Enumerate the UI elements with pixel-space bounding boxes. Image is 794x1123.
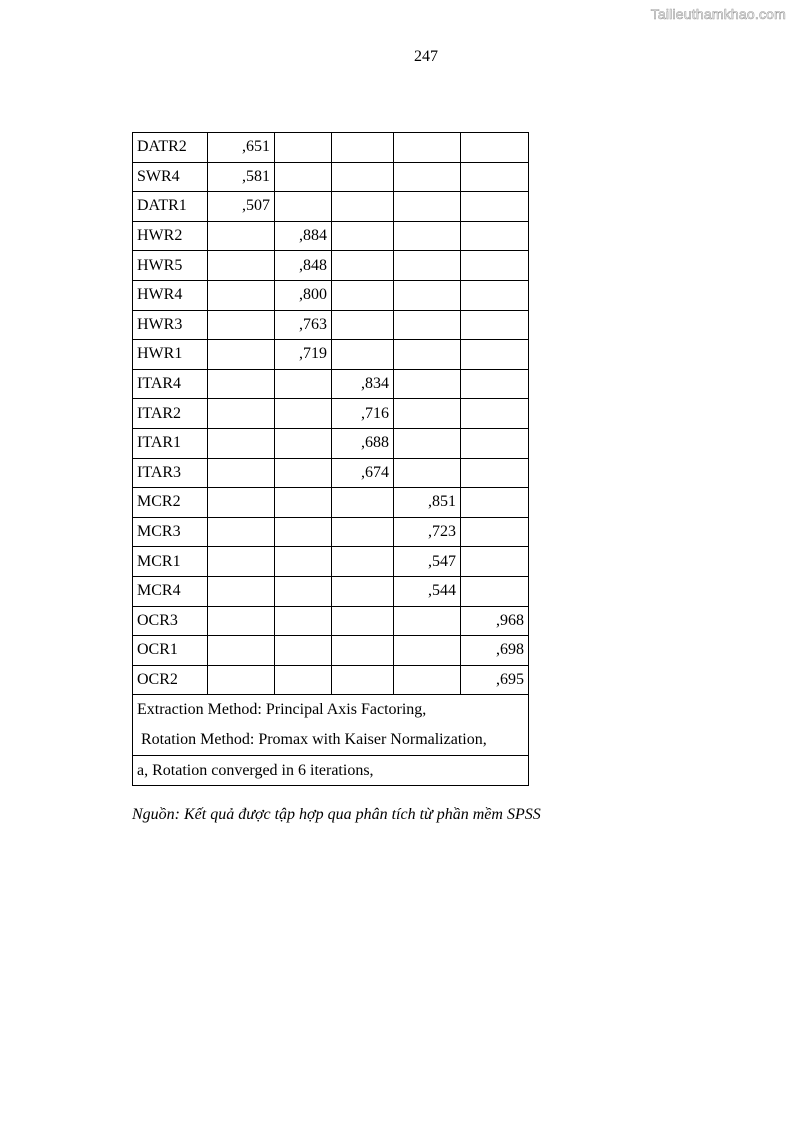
empty-cell [208,517,275,547]
table-row [133,458,529,488]
empty-cell [461,162,529,192]
empty-cell [461,133,529,163]
empty-cell [461,576,529,606]
variable-name-cell: HWR5 [133,251,208,281]
empty-cell [275,547,332,577]
empty-cell [275,192,332,222]
table-row [133,162,529,192]
loading-value-cell: ,674 [332,458,394,488]
empty-cell [332,251,394,281]
empty-cell [332,576,394,606]
note-row-methods [133,695,529,756]
variable-name-cell: MCR4 [133,576,208,606]
matrix-body [133,133,529,695]
variable-name-cell: HWR2 [133,221,208,251]
empty-cell [275,369,332,399]
table-row [133,192,529,222]
table-row [133,399,529,429]
empty-cell [275,636,332,666]
table-row [133,221,529,251]
empty-cell [332,221,394,251]
loading-value-cell: ,544 [394,576,461,606]
empty-cell [208,221,275,251]
loading-value-cell: ,884 [275,221,332,251]
variable-name-cell: DATR2 [133,133,208,163]
empty-cell [208,606,275,636]
empty-cell [394,133,461,163]
empty-cell [461,488,529,518]
loading-value-cell: ,723 [394,517,461,547]
empty-cell [208,310,275,340]
table-row [133,606,529,636]
empty-cell [275,162,332,192]
empty-cell [332,488,394,518]
empty-cell [332,636,394,666]
empty-cell [461,399,529,429]
loading-value-cell: ,834 [332,369,394,399]
empty-cell [394,251,461,281]
watermark-text: Tailieuthamkhao.com [650,6,786,22]
empty-cell [332,547,394,577]
table-row [133,517,529,547]
source-caption: Nguồn: Kết quả được tập hợp qua phân tích từ phần mềm SPSS [132,806,541,823]
empty-cell [332,310,394,340]
variable-name-cell: ITAR2 [133,399,208,429]
table-row [133,576,529,606]
loading-value-cell: ,719 [275,340,332,370]
loading-value-cell: ,848 [275,251,332,281]
empty-cell [208,665,275,695]
empty-cell [208,399,275,429]
empty-cell [461,192,529,222]
empty-cell [394,280,461,310]
empty-cell [332,665,394,695]
rotation-method-note: Rotation Method: Promax with Kaiser Normalization, [141,731,487,749]
note-row-converged [133,756,529,786]
empty-cell [461,310,529,340]
empty-cell [275,488,332,518]
loading-value-cell: ,851 [394,488,461,518]
variable-name-cell: MCR2 [133,488,208,518]
variable-name-cell: SWR4 [133,162,208,192]
empty-cell [332,192,394,222]
variable-name-cell: ITAR4 [133,369,208,399]
empty-cell [332,162,394,192]
empty-cell [208,340,275,370]
loading-value-cell: ,968 [461,606,529,636]
variable-name-cell: HWR3 [133,310,208,340]
empty-cell [208,576,275,606]
table-row [133,251,529,281]
table-row [133,280,529,310]
loading-value-cell: ,688 [332,428,394,458]
empty-cell [275,665,332,695]
empty-cell [394,665,461,695]
empty-cell [332,133,394,163]
empty-cell [275,576,332,606]
empty-cell [208,369,275,399]
empty-cell [461,428,529,458]
empty-cell [275,458,332,488]
table-row [133,488,529,518]
empty-cell [461,458,529,488]
variable-name-cell: OCR3 [133,606,208,636]
methods-note-cell [133,695,529,756]
empty-cell [208,428,275,458]
empty-cell [208,547,275,577]
variable-name-cell: DATR1 [133,192,208,222]
variable-name-cell: HWR1 [133,340,208,370]
empty-cell [332,517,394,547]
table-row [133,665,529,695]
extraction-method-note: Extraction Method: Principal Axis Factoring, [137,701,427,719]
variable-name-cell: OCR1 [133,636,208,666]
empty-cell [394,162,461,192]
loading-value-cell: ,716 [332,399,394,429]
empty-cell [208,458,275,488]
empty-cell [394,399,461,429]
empty-cell [208,488,275,518]
empty-cell [208,280,275,310]
empty-cell [275,399,332,429]
loading-value-cell: ,651 [208,133,275,163]
empty-cell [461,280,529,310]
empty-cell [461,251,529,281]
matrix-notes [133,695,529,786]
empty-cell [275,606,332,636]
pattern-matrix-table [132,132,529,786]
empty-cell [461,340,529,370]
table-row [133,636,529,666]
page-number: 247 [414,48,438,65]
loading-value-cell: ,695 [461,665,529,695]
empty-cell [208,251,275,281]
empty-cell [394,340,461,370]
table-row [133,369,529,399]
empty-cell [332,280,394,310]
converged-note-cell: a, Rotation converged in 6 iterations, [133,756,529,786]
variable-name-cell: HWR4 [133,280,208,310]
empty-cell [394,458,461,488]
empty-cell [394,310,461,340]
empty-cell [394,221,461,251]
variable-name-cell: OCR2 [133,665,208,695]
loading-value-cell: ,800 [275,280,332,310]
loading-value-cell: ,507 [208,192,275,222]
empty-cell [275,133,332,163]
variable-name-cell: ITAR3 [133,458,208,488]
empty-cell [208,636,275,666]
variable-name-cell: ITAR1 [133,428,208,458]
table-row [133,428,529,458]
empty-cell [394,606,461,636]
table-row [133,340,529,370]
empty-cell [461,547,529,577]
empty-cell [394,636,461,666]
loading-value-cell: ,698 [461,636,529,666]
empty-cell [394,192,461,222]
empty-cell [275,517,332,547]
empty-cell [461,517,529,547]
empty-cell [394,369,461,399]
empty-cell [394,428,461,458]
loading-value-cell: ,763 [275,310,332,340]
empty-cell [332,606,394,636]
table-row [133,310,529,340]
empty-cell [461,369,529,399]
table-row [133,133,529,163]
variable-name-cell: MCR3 [133,517,208,547]
table-row [133,547,529,577]
loading-value-cell: ,581 [208,162,275,192]
empty-cell [332,340,394,370]
loading-value-cell: ,547 [394,547,461,577]
empty-cell [275,428,332,458]
variable-name-cell: MCR1 [133,547,208,577]
empty-cell [461,221,529,251]
